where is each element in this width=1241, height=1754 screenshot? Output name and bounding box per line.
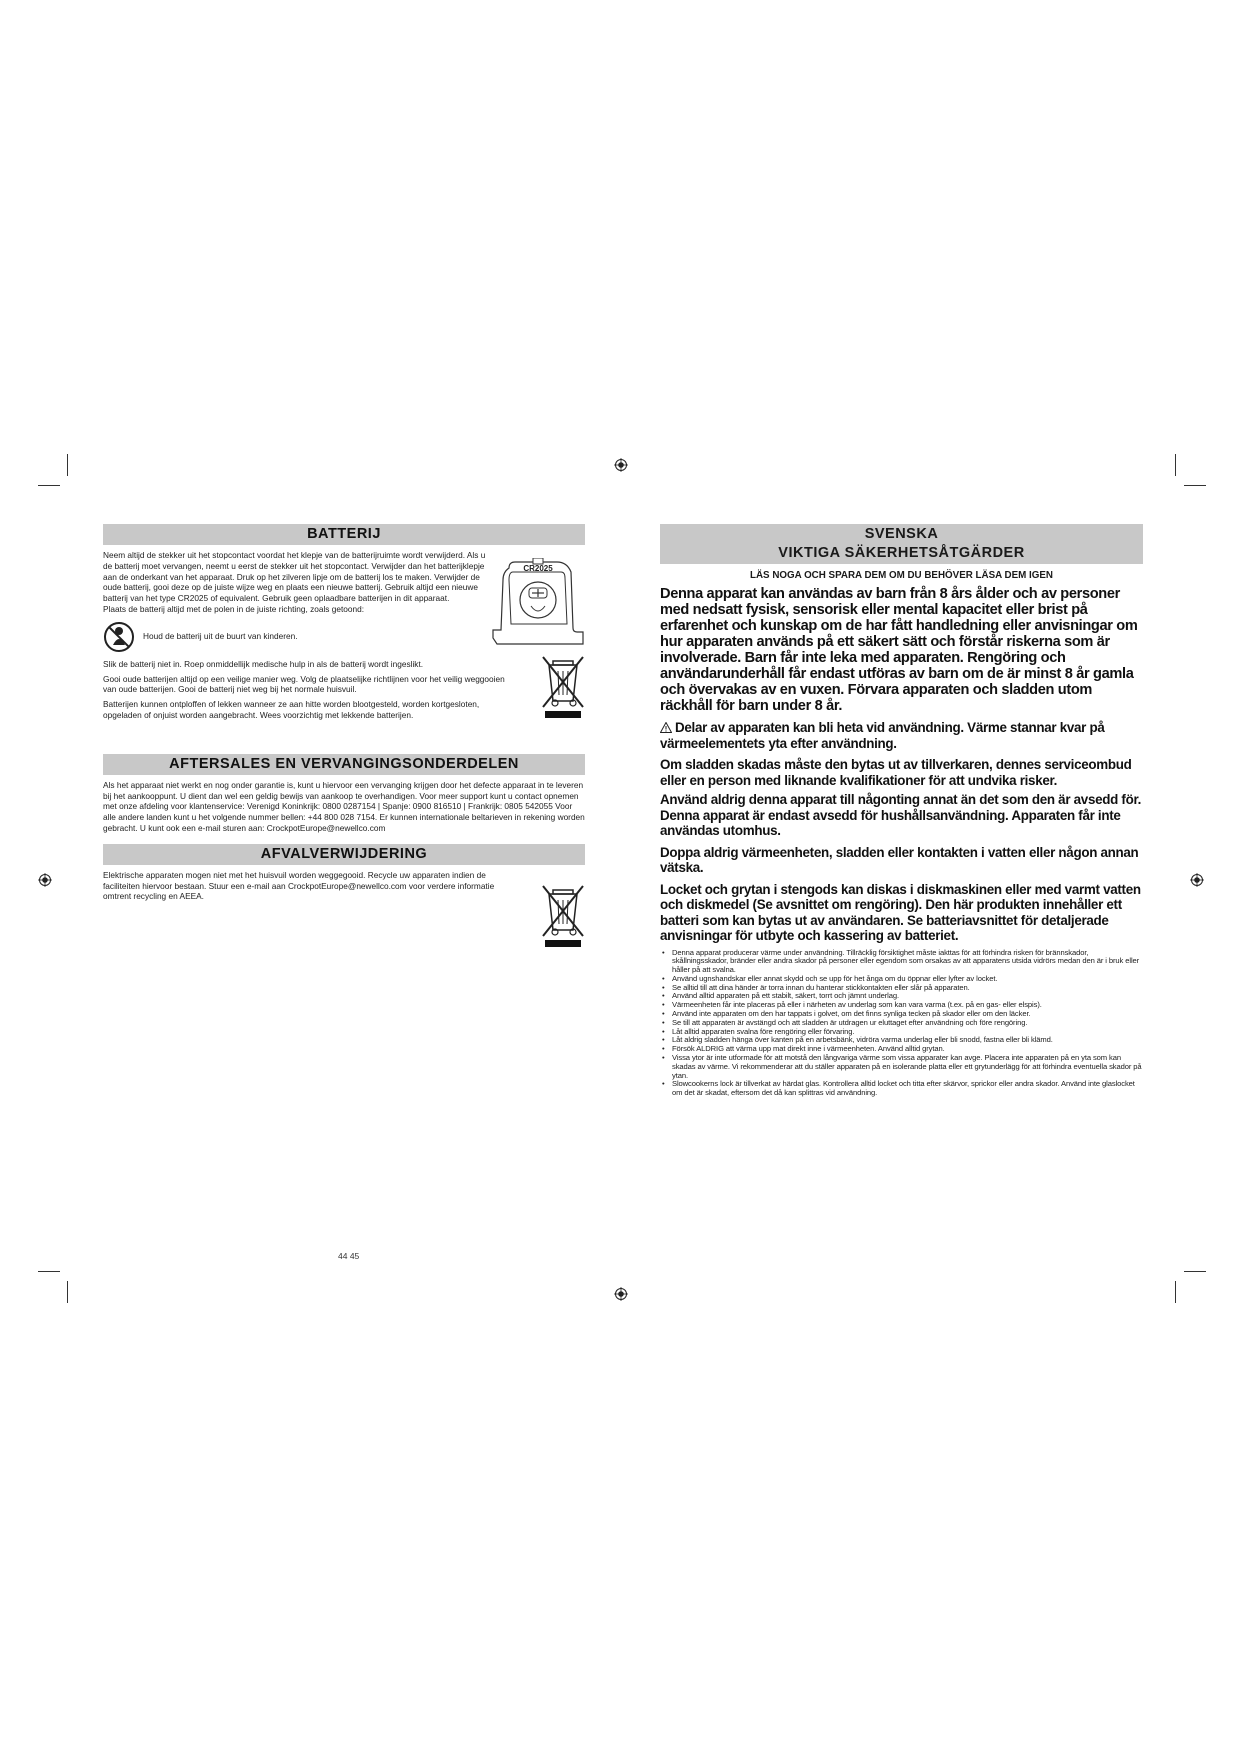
left-page — [103, 524, 585, 902]
page-number: 44 45 — [338, 1251, 360, 1261]
crop-mark — [67, 1281, 68, 1303]
list-item: • Försök ALDRIG att värma upp mat direkt inne i värmeenheten. Använd alltid grytan. — [660, 1045, 1143, 1054]
language-title: SVENSKA — [864, 526, 939, 542]
registration-mark-icon — [38, 873, 52, 887]
explode-warning: Batterijen kunnen ontploffen of lekken wanneer ze aan hitte worden blootgesteld, worden kortgesloten, opgeladen of onjuist worden aangebracht. Wees voorzichtig met lekkende batterijen. — [103, 699, 480, 720]
list-item: • Värmeenheten får inte placeras på eller i närheten av underlag som kan vara varma (t.ex. på en gas- eller elspis). — [660, 1001, 1143, 1010]
crop-mark — [38, 485, 60, 486]
hot-parts-text: Delar av apparaten kan bli heta vid användning. Värme stannar kvar på värmeelementets yta efter användning. — [660, 720, 1105, 751]
safety-paragraph-use: Använd aldrig denna apparat till någonting annat än det som den är avsedd för. Denna apparat är endast avsedd för hushållsanvändning. Apparaten får inte användas utomhus. — [660, 792, 1142, 838]
dispose-warning: Gooi oude batterijen altijd op een veilige manier weg. Volg de plaatselijke richtlijnen voor het veilig weggooien van oude batterijen. Gooi de batterij niet weg bij het normale huisvuil. — [103, 673, 505, 695]
warning-triangle-icon — [660, 722, 672, 733]
crop-mark — [1175, 1281, 1176, 1303]
battery-disposal-row — [103, 659, 585, 721]
safety-paragraph-water: Doppa aldrig värmeenheten, sladden eller kontakten i vatten eller någon annan vätska. — [660, 844, 1139, 875]
list-item: • Använd inte apparaten om den har tappats i golvet, om det finns synliga tecken på skador eller om den läcker. — [660, 1010, 1143, 1019]
list-item: • Använd alltid apparaten på ett stabilt, säkert, torrt och jämnt underlag. — [660, 992, 1143, 1001]
crop-mark — [1184, 485, 1206, 486]
registration-mark-icon — [614, 1287, 628, 1301]
battery-section — [103, 524, 585, 721]
list-item: • Se till att apparaten är avstängd och att sladden är utdragen ur eluttaget efter användning och före rengöring. — [660, 1019, 1143, 1028]
battery-compartment-icon — [491, 558, 585, 650]
battery-type-label: CR2025 — [523, 564, 553, 573]
battery-instructions: Neem altijd de stekker uit het stopcontact voordat het klepje van de batterijruimte wordt verwijderd. Als u de batterij moet vervangen, neemt u eerst de stekker uit het stopcontact. Verwijder dan het batterijklepje aan de onderkant van het apparaat. Druk op het zilveren lipje om de batterij los te maken. Verwijder de oude batterij, gooi deze op de juiste wijze weg en plaats een nieuwe batterij. Gebruik altijd een nieuwe batterij van het type CR2025 of equivalent. Gebruik geen oplaadbare batterijen in dit apparaat. — [103, 550, 486, 604]
safety-bullet-list — [660, 949, 1143, 1099]
list-item: • Slowcookerns lock är tillverkat av härdat glas. Kontrollera alltid locket och titta efter skärvor, sprickor eller andra skador. Använd inte glaslocket om det är skadat, eftersom det då kan splittras vid användning. — [660, 1080, 1143, 1098]
crop-mark — [1184, 1271, 1206, 1272]
swallow-warning: Slik de batterij niet in. Roep onmiddellijk medische hulp in als de batterij wordt ingeslikt. — [103, 658, 424, 669]
waste-heading: AFVALVERWIJDERING — [103, 844, 585, 865]
keep-away-from-children-icon — [103, 621, 135, 653]
safety-paragraph-cleaning: Locket och grytan i stengods kan diskas i diskmaskinen eller med varmt vatten och diskmedel (Se avsnittet om rengöring). Den här produkten innehåller ett batteri som kan bytas ut av användaren. Se batteriavsnittet för detaljerade anvisningar för utbyte och kassering av batteriet. — [660, 881, 1141, 943]
list-item: • Vissa ytor är inte utformade för att motstå den långvariga värme som vissa apparater kan avge. Placera inte apparaten på en yta som kan skadas av värme. Vi rekommenderar att du ställer apparaten på en isolerande platta eller ett grytunderlägg för att förhindra eventuella skador på ytan. — [660, 1054, 1143, 1080]
registration-mark-icon — [614, 458, 628, 472]
crop-mark — [67, 454, 68, 476]
waste-row — [103, 870, 585, 902]
safety-paragraph-cord: Om sladden skadas måste den bytas ut av tillverkaren, dennes serviceombud eller en person med liknande kvalifikationer för att undvika risker. — [660, 757, 1132, 788]
safety-paragraph-hot — [660, 720, 1143, 751]
aftersales-heading: AFTERSALES EN VERVANGINGSONDERDELEN — [103, 754, 585, 775]
crop-mark — [1175, 454, 1176, 476]
list-item: • Använd ugnshandskar eller annat skydd och se upp för het ånga om du öppnar eller lyfter av locket. — [660, 975, 1143, 984]
safety-title: VIKTIGA SÄKERHETSÅTGÄRDER — [778, 545, 1025, 561]
safety-subtitle: LÄS NOGA OCH SPARA DEM OM DU BEHÖVER LÄSA DEM IGEN — [750, 570, 1053, 581]
safety-paragraph-children: Denna apparat kan användas av barn från 8 års ålder och av personer med nedsatt fysisk, sensorisk eller mental kapacitet eller brist på erfarenhet och kunskap om de har fått handledning eller anvisningar om hur apparaten används på ett säkert sätt och förstår riskerna som är involverade. Barn får inte leka med apparaten. Rengöring och användarunderhåll får endast utföras av barn om de är minst 8 år gamla och övervakas av en vuxen. Förvara apparaten och sladden utom räckhåll för barn under 8 år. — [660, 586, 1138, 714]
aftersales-text: Als het apparaat niet werkt en nog onder garantie is, kunt u hiervoor een vervanging krijgen door het defecte apparaat in te leveren bij het aankooppunt. U dient dan wel een geldig bewijs van aankoop te overhandigen. Voor meer support kunt u contact opnemen met onze afdeling voor klantenservice: Verenigd Koninkrijk: 0800 0287154 | Spanje: 0900 816510 | Frankrijk: 0805 542055 Voor alle andere landen kunt u het volgende nummer bellen: +44 800 028 7154. Er kunnen internationale beltarieven in rekening worden gebracht. U kunt ook een e-mail sturen aan: CrockpotEurope@newellco.com — [103, 779, 585, 833]
list-item: • Denna apparat producerar värme under användning. Tillräcklig försiktighet måste iakttas för att förhindra risken för brännskador, skållningsskador, bränder eller andra skador på personer eller egendom som orsakas av att apparatens utsida vidrörs medan den är i bruk eller håller på att svalna. — [660, 949, 1143, 975]
list-item: • Se alltid till att dina händer är torra innan du hanterar stickkontakten eller slår på apparaten. — [660, 984, 1143, 993]
battery-heading: BATTERIJ — [103, 524, 585, 545]
battery-placement: Plaats de batterij altijd met de polen in de juiste richting, zoals getoond: — [103, 603, 365, 614]
waste-text: Elektrische apparaten mogen niet met het huisvuil worden weggegooid. Recycle uw apparaten indien de faciliteiten hiervoor bestaan. Stuur een e-mail aan CrockpotEurope@newellco.com voor verdere informatie omtrent recycling en AEEA. — [103, 869, 495, 902]
weee-bin-icon — [541, 884, 585, 948]
weee-bin-icon — [541, 655, 585, 719]
list-item: • Låt alltid apparaten svalna före rengöring eller förvaring. — [660, 1028, 1143, 1037]
list-item: • Låt aldrig sladden hänga över kanten på en arbetsbänk, vidröra varma underlag eller bli snodd, fastna eller bli klämd. — [660, 1036, 1143, 1045]
right-page — [660, 524, 1143, 1098]
swedish-heading — [660, 524, 1143, 564]
crop-mark — [38, 1271, 60, 1272]
child-warning-text: Houd de batterij uit de buurt van kinderen. — [143, 631, 298, 642]
registration-mark-icon — [1190, 873, 1204, 887]
